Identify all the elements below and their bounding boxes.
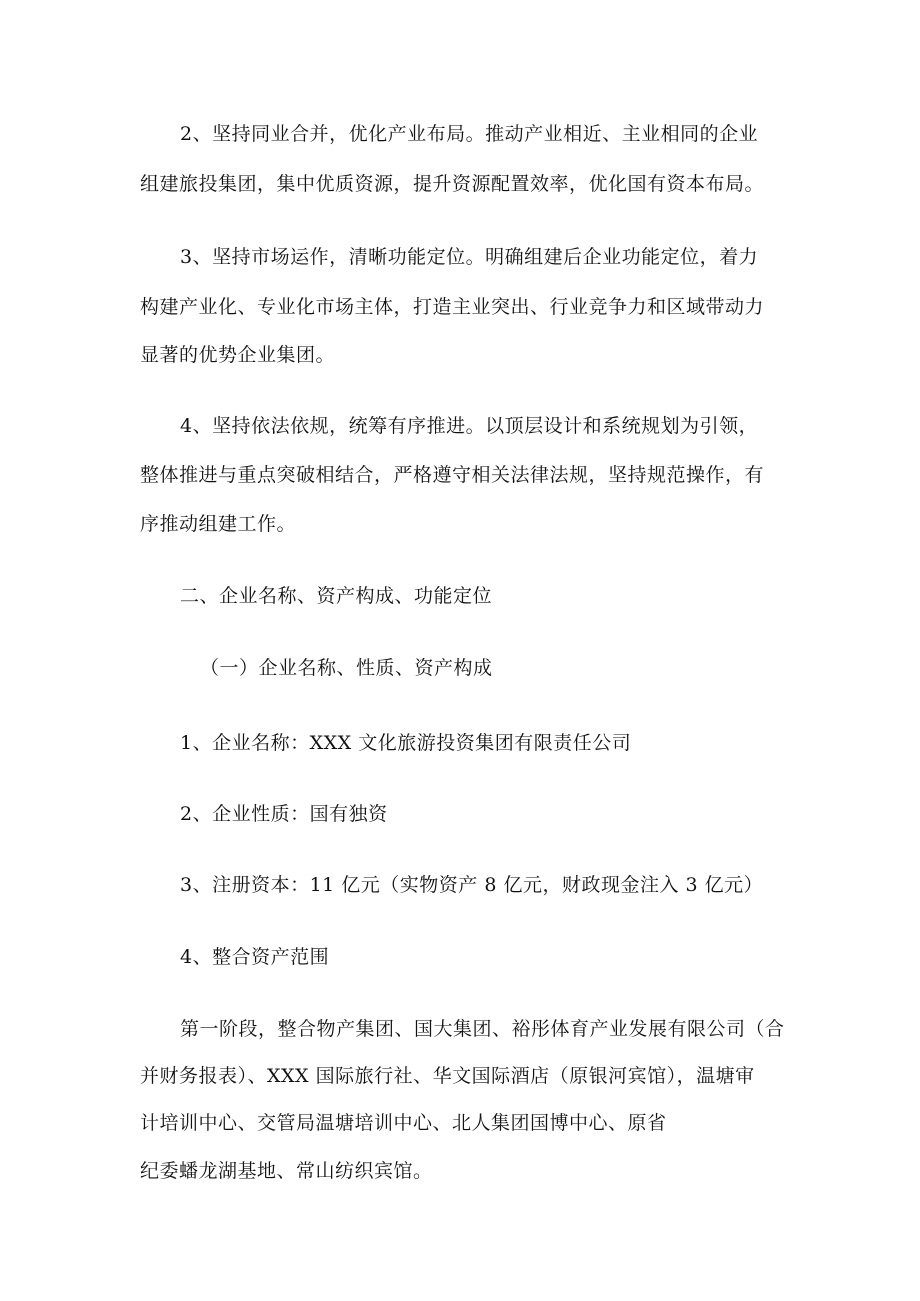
paragraph-line: 纪委蟠龙湖基地、常山纺织宾馆。 (140, 1160, 433, 1182)
list-item: 2、企业性质：国有独资 (180, 803, 388, 825)
paragraph-line: 序推动组建工作。 (140, 513, 297, 535)
paragraph-line: 4、坚持依法依规，统筹有序推进。以顶层设计和系统规划为引领， (180, 415, 759, 437)
paragraph-line: 并财务报表）、XXX 国际旅行社、华文国际酒店（原银河宾馆），温塘审 (140, 1065, 755, 1087)
paragraph-line: 2、坚持同业合并，优化产业布局。推动产业相近、主业相同的企业 (180, 123, 759, 145)
paragraph-line: 整体推进与重点突破相结合，严格遵守相关法律法规，坚持规范操作，有 (140, 464, 765, 486)
paragraph-line: 组建旅投集团，集中优质资源，提升资源配置效率，优化国有资本布局。 (140, 173, 765, 195)
subsection-heading: （一）企业名称、性质、资产构成 (200, 657, 493, 679)
paragraph-line: 计培训中心、交管局温塘培训中心、北人集团国博中心、原省 (140, 1112, 667, 1134)
paragraph-line: 显著的优势企业集团。 (140, 344, 336, 366)
list-item: 4、整合资产范围 (180, 946, 330, 968)
list-item: 1、企业名称：XXX 文化旅游投资集团有限责任公司 (180, 732, 632, 754)
paragraph-line: 构建产业化、专业化市场主体，打造主业突出、行业竞争力和区域带动力 (140, 296, 765, 318)
paragraph-line: 3、坚持市场运作，清晰功能定位。明确组建后企业功能定位，着力 (180, 246, 759, 268)
list-item: 3、注册资本：11 亿元（实物资产 8 亿元，财政现金注入 3 亿元） (180, 874, 764, 896)
paragraph-line: 第一阶段，整合物产集团、国大集团、裕彤体育产业发展有限公司（合 (180, 1018, 785, 1040)
section-heading: 二、企业名称、资产构成、功能定位 (180, 585, 493, 607)
